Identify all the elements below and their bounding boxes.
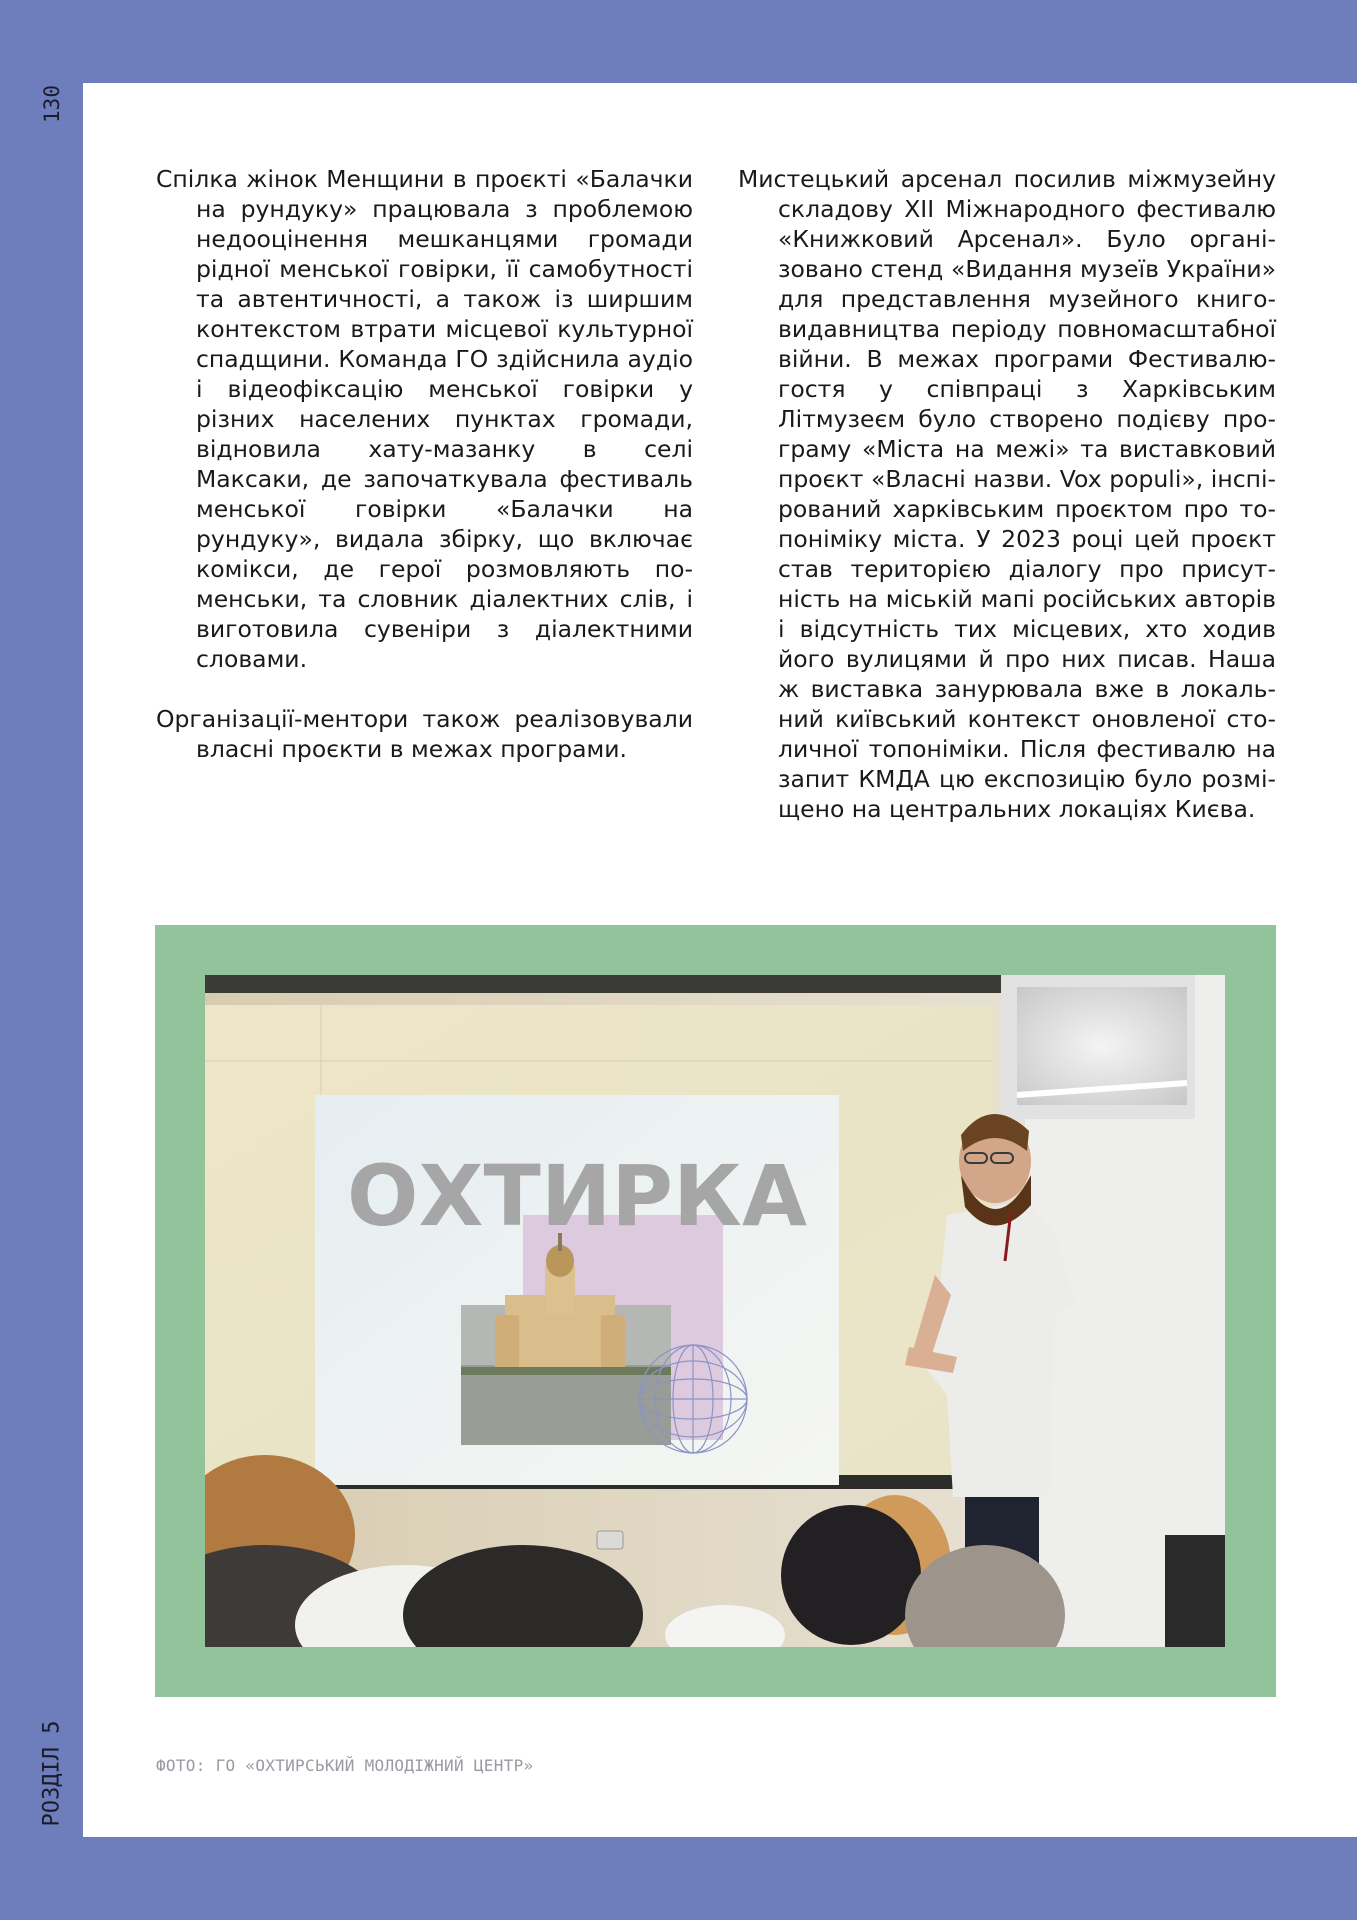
section-label bbox=[36, 1708, 68, 1838]
paragraph: Організації-ментори також реалізовували власні проєкти в межах програми. bbox=[156, 705, 693, 763]
projection-screen bbox=[205, 1005, 993, 1549]
page-number-text: 130 bbox=[40, 85, 64, 123]
paragraph: Спілка жінок Менщини в проєкті «Балачки на рундуку» працювала з проблемою недооцінення мешканцями громади рідної менської говірки, її самобутності та автентичності, а також із ширшим контекстом втрати місцевої культурної спадщини. Команда ГО здійснила аудіо і відеофіксацію менської говірки у різних населених пунктах громади, відновила хату-мазанку в селі Максаки, де започаткувала фестиваль менської говірки «Балачки на рундуку», видала збірку, що включає комікси, де герої розмовляють по-менськи, та словник діалектних слів, і виготовила сувеніри з діалектними словами. bbox=[156, 165, 693, 673]
left-column bbox=[156, 164, 693, 794]
photo-caption: ФОТО: ГО «ОХТИРСЬКИЙ МОЛОДІЖНИЙ ЦЕНТР» bbox=[156, 1756, 534, 1775]
right-column bbox=[738, 164, 1276, 854]
globe-graphic bbox=[639, 1345, 747, 1453]
photo-frame bbox=[155, 925, 1276, 1697]
paragraph: Мистецький арсенал посилив міжмузейну складову XII Міжнародного фестивалю «Книжковий Арсенал». Було організовано стенд «Видання музеїв України» для представлення музейного книговидавництва періоду повномасштабної війни. В межах програми Фестивалю-гостя у співпраці з Харківським Літмузеєм було створено подієву програму «Міста на межі» та виставковий проєкт «Власні назви. Vox populi», інспірований харківським проєктом про топоніміку міста. У 2023 році цей проєкт став територією діалогу про присутність на міській мапі російських авторів і відсутність тих місцевих, хто ходив його вулицями й про них писав. Наша ж виставка занурювала вже в локальний київський контекст оновленої столичної топоніміки. Після фестивалю на запит КМДА цю експозицію було розміщено на центральних локаціях Києва. bbox=[738, 165, 1276, 823]
page-number bbox=[36, 80, 68, 128]
window bbox=[1001, 975, 1195, 1119]
section-label-text: РОЗДІЛ 5 bbox=[39, 1720, 65, 1826]
slide-title: ОХТИРКА bbox=[347, 1147, 807, 1245]
presentation-photo bbox=[205, 975, 1225, 1647]
